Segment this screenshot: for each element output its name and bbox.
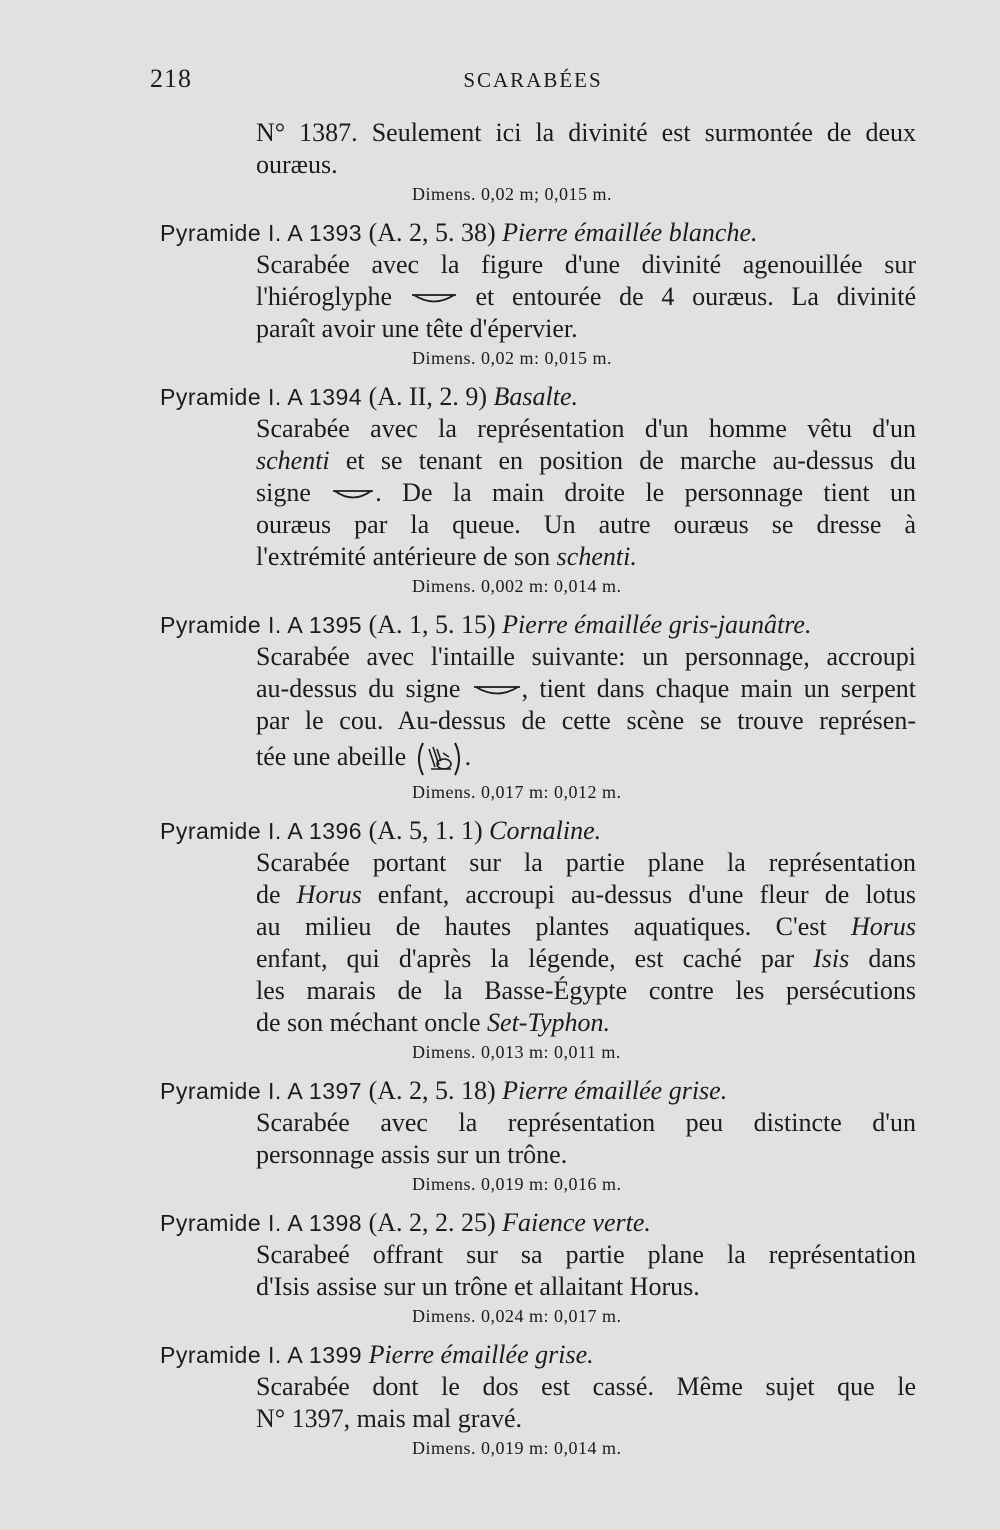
dimensions: Dimens. 0,013 m: 0,011 m. [412,1042,621,1063]
text-line: Scarabée avec la figure d'une divinité agenouillée sur [256,250,916,279]
entry-label: Pyramide I. A 1395 [160,612,363,638]
dimensions: Dimens. 0,002 m: 0,014 m. [412,576,622,596]
entry-heading [160,1339,916,1371]
entry-heading [160,217,916,249]
entry-material: Pierre émaillée grise. [368,1340,594,1370]
text-segment: au milieu de hautes plantes aquatiques. C'est [256,912,851,942]
text-line [160,673,916,705]
entry-reference: (A. 2, 2. 25) [362,1208,503,1238]
text-line [160,879,916,911]
text-line: par le cou. Au-dessus de cette scène se trouve représen- [256,706,916,735]
entry-material: Cornaline. [489,816,602,846]
dimensions: Dimens. 0,019 m: 0,016 m. [412,1174,622,1195]
text-line: N° 1397, mais mal gravé. [256,1404,523,1434]
entry-1399 [160,1339,916,1461]
text-line: personnage assis sur un trône. [256,1140,568,1170]
entry-1397 [160,1075,916,1197]
text-line [160,911,916,943]
text-line [160,737,916,779]
entry-reference: (A. 2, 5. 38) [362,218,503,247]
text-line: Scarabée avec l'intaille suivante: un personnage, accroupi [256,642,916,671]
text-segment: de son méchant oncle [256,1008,488,1038]
entry-label: Pyramide I. A 1396 [160,818,363,845]
text-line: Scarabée avec la représentation peu distincte d'un [256,1108,916,1138]
text-line [160,1007,916,1039]
entry-1396 [160,815,916,1065]
dimensions: Dimens. 0,02 m; 0,015 m. [412,184,612,204]
page-header [150,64,916,100]
text-segment: . De la main droite le personnage tient un [375,478,916,507]
entry-material: Pierre émaillée gris-jaunâtre. [502,610,812,639]
text-segment: Isis [813,944,850,974]
dimensions: Dimens. 0,017 m: 0,012 m. [412,782,622,803]
entry-heading [160,381,916,413]
entry-material: Faience verte. [502,1208,651,1238]
text-segment: de [256,880,297,910]
text-line: les marais de la Basse-Égypte contre les persécutions [256,976,916,1006]
entry-reference: (A. 5, 1. 1) [362,816,490,846]
text-segment: signe [256,478,311,507]
text-line: Scarabée avec la représentation d'un homme vêtu d'un [256,414,916,443]
text-segment: Horus [296,880,362,910]
page-body [160,117,916,1461]
entry-reference: (A. 1, 5. 15) [362,610,503,639]
running-title: SCARABÉES [463,68,603,92]
entry-label: Pyramide I. A 1399 [160,1342,363,1369]
entry-1394 [160,381,916,599]
dimensions: Dimens. 0,024 m: 0,017 m. [412,1306,622,1327]
text-segment: enfant, qui d'après la légende, est caché par [256,944,814,974]
text-segment: Horus [850,912,916,942]
entry-heading [160,1207,916,1239]
entry-1395 [160,609,916,805]
text-segment: dans [849,944,916,974]
text-line [160,445,916,477]
hieroglyph-basket-icon [472,684,522,698]
hieroglyph-basket-icon [331,488,375,502]
page-number: 218 [150,64,192,93]
entry-1398 [160,1207,916,1329]
text-line: ouræus. [256,150,338,179]
entry-label: Pyramide I. A 1397 [160,1078,363,1105]
text-line [160,477,916,509]
text-line: d'Isis assise sur un trône et allaitant Horus. [256,1272,700,1302]
text-segment: Set-Typhon. [487,1008,611,1038]
bee-hieroglyph-icon [413,739,465,779]
entry-material: Basalte. [493,382,578,411]
dimensions: Dimens. 0,02 m: 0,015 m. [412,348,612,368]
dimensions: Dimens. 0,019 m: 0,014 m. [412,1438,622,1459]
text-segment: l'extrémité antérieure de son [256,542,557,571]
text-line [160,541,916,573]
text-segment: et se tenant en position de marche au-dessus du [329,446,916,475]
text-line [160,943,916,975]
text-segment: schenti. [556,542,637,571]
text-line: Scarabée portant sur la partie plane la représentation [256,848,916,878]
entry-heading [160,609,916,641]
text-segment: l'hiéroglyphe [256,282,393,311]
text-segment: tée une abeille [256,742,407,771]
text-line: ouræus par la queue. Un autre ouræus se dresse à [256,510,916,539]
text-line: N° 1387. Seulement ici la divinité est surmontée de deux [256,118,916,147]
entry-label: Pyramide I. A 1393 [160,220,363,246]
entry-reference: (A. 2, 5. 18) [362,1076,503,1106]
entry-material: Pierre émaillée blanche. [502,218,758,247]
text-segment: , tient dans chaque main un serpent [521,674,916,703]
entry-1387 [160,117,916,207]
text-segment: schenti [256,446,330,475]
entry-label: Pyramide I. A 1394 [160,384,363,410]
entry-reference: (A. II, 2. 9) [362,382,494,411]
text-line: Scarabée dont le dos est cassé. Même sujet que le [256,1372,916,1402]
text-segment: au-dessus du signe [256,674,461,703]
text-line [160,281,916,313]
hieroglyph-basket-icon [410,292,458,306]
text-segment: . [464,742,472,771]
text-segment: enfant, accroupi au-dessus d'une fleur de lotus [361,880,917,910]
text-segment: et entourée de 4 ouræus. La divinité [475,282,916,311]
text-line: Scarabeé offrant sur sa partie plane la représentation [256,1240,916,1270]
text-line: paraît avoir une tête d'épervier. [256,314,578,343]
entry-heading [160,1075,916,1107]
entry-1393 [160,217,916,371]
entry-material: Pierre émaillée grise. [502,1076,728,1106]
entry-heading [160,815,916,847]
entry-label: Pyramide I. A 1398 [160,1210,363,1237]
